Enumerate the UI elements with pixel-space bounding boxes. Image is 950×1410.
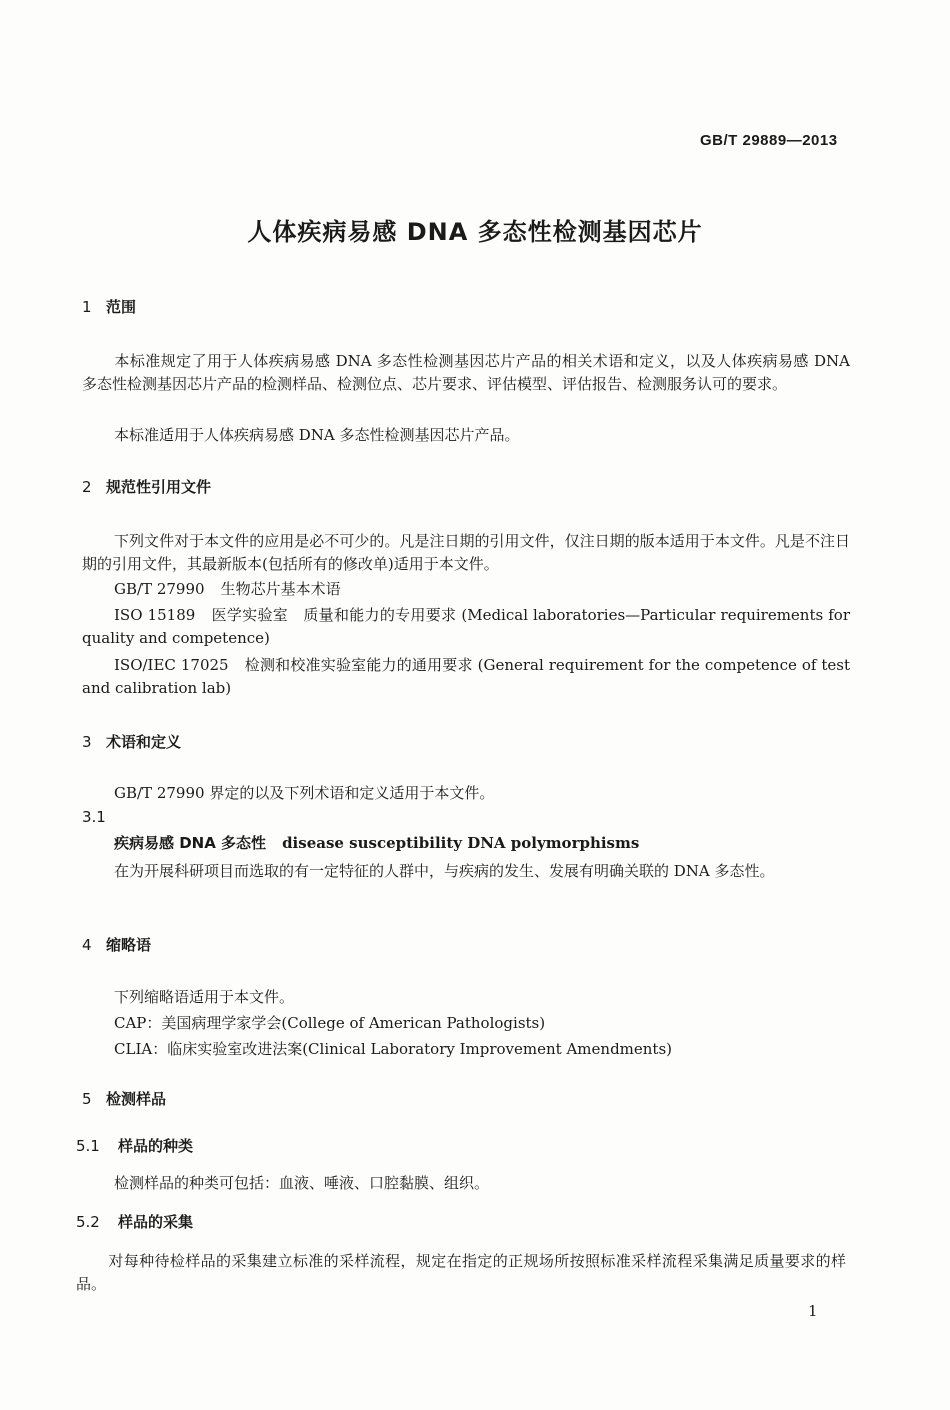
paragraph-text: 检测样品的种类可包括：血液、唾液、口腔黏膜、组织。 — [114, 1174, 490, 1192]
section-title: 检测样品 — [106, 1090, 167, 1108]
term-heading — [114, 832, 639, 855]
term-number: 3.1 — [82, 808, 106, 826]
section-number: 2 — [82, 478, 92, 496]
paragraph-text: 下列缩略语适用于本文件。 — [114, 988, 295, 1006]
paragraph-text: 在为开展科研项目而选取的有一定特征的人群中，与疾病的发生、发展有明确关联的 DNA 多态性。 — [114, 862, 775, 880]
section-number: 1 — [82, 298, 92, 316]
abbreviation-text: CAP：美国病理学家学会(College of American Pathologists) — [114, 1014, 546, 1032]
reference-code: ISO 15189 — [114, 606, 196, 624]
reference-item — [82, 654, 850, 700]
subsection-number: 5.1 — [76, 1137, 100, 1155]
document-title: 人体疾病易感 DNA 多态性检测基因芯片 — [247, 218, 703, 246]
scope-paragraph-2 — [82, 424, 850, 447]
section-5-heading — [82, 1088, 166, 1109]
section-3-heading — [82, 731, 181, 752]
subsection-5-2-heading — [76, 1211, 193, 1232]
terms-intro — [82, 782, 850, 805]
scope-paragraph-1 — [82, 350, 850, 396]
paragraph-text: 下列文件对于本文件的应用是必不可少的。凡是注日期的引用文件，仅注日期的版本适用于本文件。凡是不注日期的引用文件，其最新版本(包括所有的修改单)适用于本文件。 — [82, 532, 850, 573]
sample-collection-paragraph — [76, 1250, 846, 1296]
section-1-heading — [82, 296, 136, 317]
abbreviation-item — [82, 1012, 850, 1035]
reference-item — [82, 604, 850, 650]
abbreviation-item — [82, 1038, 850, 1061]
term-definition — [82, 860, 850, 883]
reference-code: GB/T 27990 — [114, 580, 205, 598]
reference-item — [82, 578, 850, 601]
reference-text: 检测和校准实验室能力的通用要求 (General requirement for the competence of test and calibration lab) — [82, 656, 851, 697]
paragraph-text: 对每种待检样品的采集建立标准的采样流程，规定在指定的正规场所按照标准采样流程采集满足质量要求的样品。 — [76, 1252, 846, 1293]
reference-text: 医学实验室 质量和能力的专用要求 (Medical laboratories—Particular requirements for quality and competence) — [82, 606, 850, 647]
subsection-5-1-heading — [76, 1135, 193, 1156]
reference-code: ISO/IEC 17025 — [114, 656, 229, 674]
page-number: 1 — [808, 1302, 818, 1320]
abbreviation-text: CLIA：临床实验室改进法案(Clinical Laboratory Improvement Amendments) — [114, 1040, 673, 1058]
standard-code: GB/T 29889—2013 — [700, 132, 838, 149]
section-4-heading — [82, 934, 151, 955]
term-english: disease susceptibility DNA polymorphisms — [282, 834, 640, 852]
section-title: 范围 — [106, 298, 137, 316]
section-number: 3 — [82, 733, 92, 751]
section-number: 4 — [82, 936, 92, 954]
section-2-heading — [82, 476, 211, 497]
section-number: 5 — [82, 1090, 92, 1108]
section-title: 术语和定义 — [106, 733, 182, 751]
abbreviations-intro — [82, 986, 850, 1009]
reference-text: 生物芯片基本术语 — [220, 580, 341, 598]
paragraph-text: GB/T 27990 界定的以及下列术语和定义适用于本文件。 — [114, 784, 495, 802]
subsection-title: 样品的种类 — [118, 1137, 194, 1155]
term-chinese: 疾病易感 DNA 多态性 — [114, 834, 267, 852]
sample-types-paragraph — [82, 1172, 850, 1195]
subsection-number: 5.2 — [76, 1213, 100, 1231]
paragraph-text: 本标准规定了用于人体疾病易感 DNA 多态性检测基因芯片产品的相关术语和定义，以及人体疾病易感 DNA 多态性检测基因芯片产品的检测样品、检测位点、芯片要求、评估模型、评估报告、检测服务认可的要求。 — [82, 352, 850, 393]
references-intro — [82, 530, 850, 576]
section-title: 缩略语 — [106, 936, 152, 954]
subsection-title: 样品的采集 — [118, 1213, 194, 1231]
paragraph-text: 本标准适用于人体疾病易感 DNA 多态性检测基因芯片产品。 — [114, 426, 520, 444]
section-title: 规范性引用文件 — [106, 478, 212, 496]
